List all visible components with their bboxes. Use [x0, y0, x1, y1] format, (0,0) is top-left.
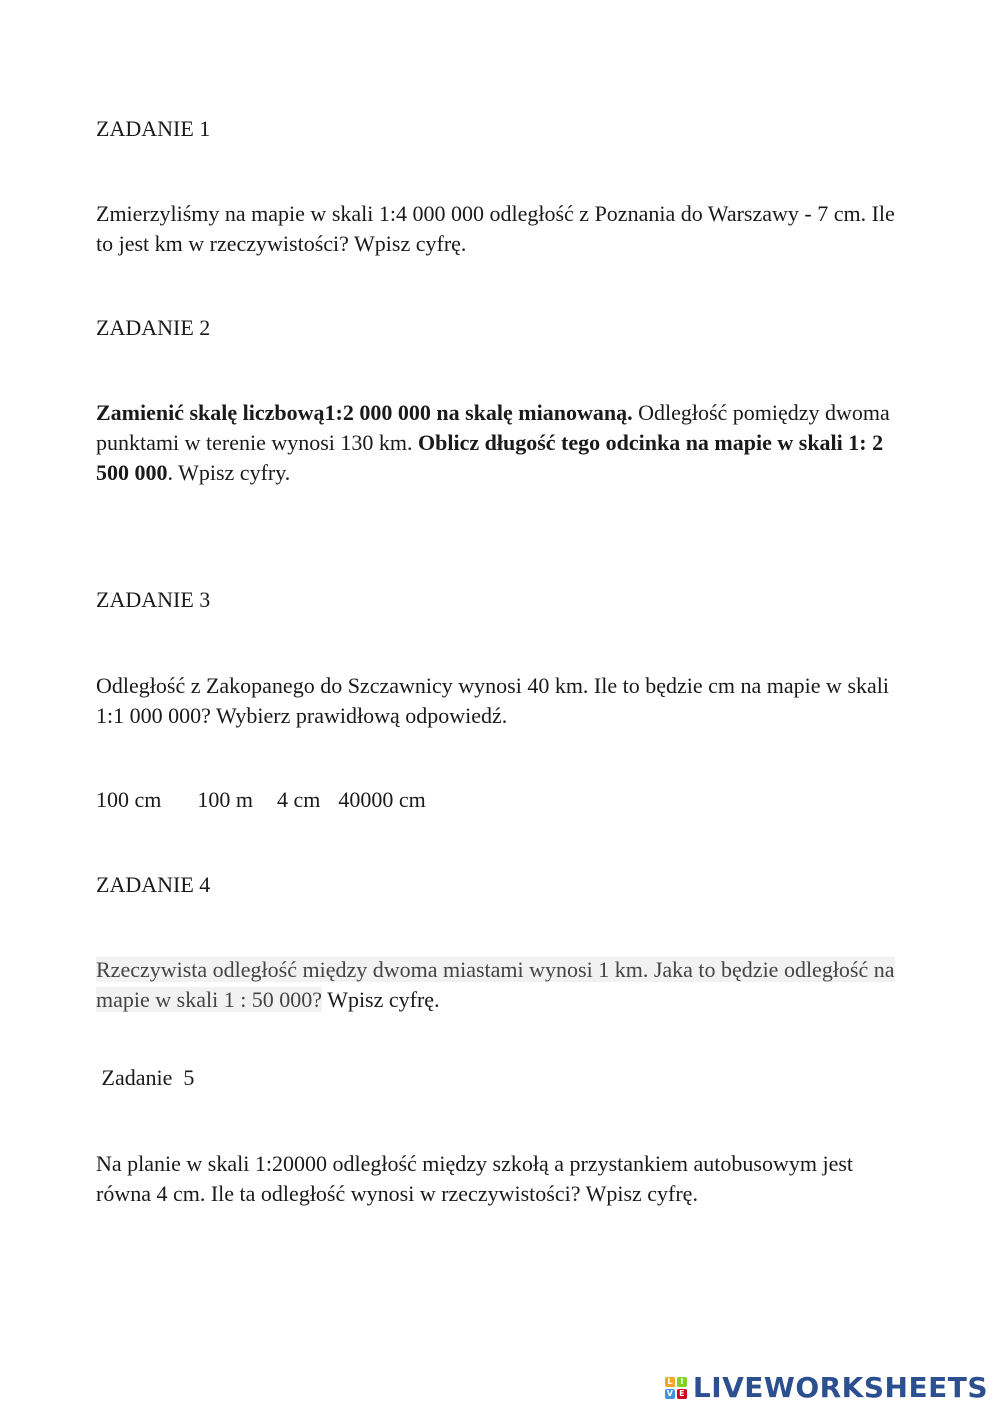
- logo-mark-l: L: [665, 1377, 675, 1387]
- option-4cm[interactable]: 4 cm: [277, 787, 321, 812]
- task-4-text: [96, 955, 906, 1015]
- task-4-heading: ZADANIE 4: [96, 872, 211, 897]
- option-40000cm[interactable]: 40000 cm: [338, 787, 426, 812]
- logo-text: LIVEWORKSHEETS: [692, 1371, 988, 1404]
- option-100cm[interactable]: 100 cm: [96, 787, 162, 812]
- task-2-bold-instruction: Zamienić skalę liczbową1:2 000 000 na skalę mianowaną.: [96, 400, 633, 425]
- logo-mark-i: I: [677, 1377, 687, 1387]
- task-4-answer-hint: Wpisz cyfrę.: [322, 987, 440, 1012]
- task-4-highlighted-question: Rzeczywista odległość między dwoma miastami wynosi 1 km. Jaka to będzie odległość na mapie w skali 1 : 50 000?: [96, 957, 895, 1012]
- task-3-options: [96, 785, 906, 815]
- task-2-bold-question: Oblicz długość tego odcinka na mapie w skali 1: 2 500 000: [96, 430, 884, 485]
- task-2-text: [96, 398, 906, 488]
- task-2-plain-text: Odległość pomiędzy dwoma punktami w terenie wynosi 130 km.: [96, 400, 890, 455]
- logo-mark-icon: [665, 1377, 687, 1399]
- task-5-heading: Zadanie 5: [96, 1065, 195, 1090]
- option-100m[interactable]: 100 m: [197, 787, 254, 812]
- logo-mark-v: V: [666, 1389, 673, 1398]
- task-2-answer-hint: . Wpisz cyfry.: [167, 460, 291, 485]
- liveworksheets-logo: [665, 1372, 988, 1404]
- task-3-heading: ZADANIE 3: [96, 587, 211, 612]
- task-1-heading: ZADANIE 1: [96, 116, 211, 141]
- task-2-heading: ZADANIE 2: [96, 315, 211, 340]
- task-5-text: Na planie w skali 1:20000 odległość między szkołą a przystankiem autobusowym jest równa 4 cm. Ile ta odległość wynosi w rzeczywistości? Wpisz cyfrę.: [96, 1151, 854, 1206]
- logo-mark-e: E: [677, 1389, 687, 1399]
- task-3-text: Odległość z Zakopanego do Szczawnicy wynosi 40 km. Ile to będzie cm na mapie w skali 1:1 000 000? Wybierz prawidłową odpowiedź.: [96, 673, 889, 728]
- task-1-text: Zmierzyliśmy na mapie w skali 1:4 000 000 odległość z Poznania do Warszawy - 7 cm. Ile to jest km w rzeczywistości? Wpisz cyfrę.: [96, 201, 895, 256]
